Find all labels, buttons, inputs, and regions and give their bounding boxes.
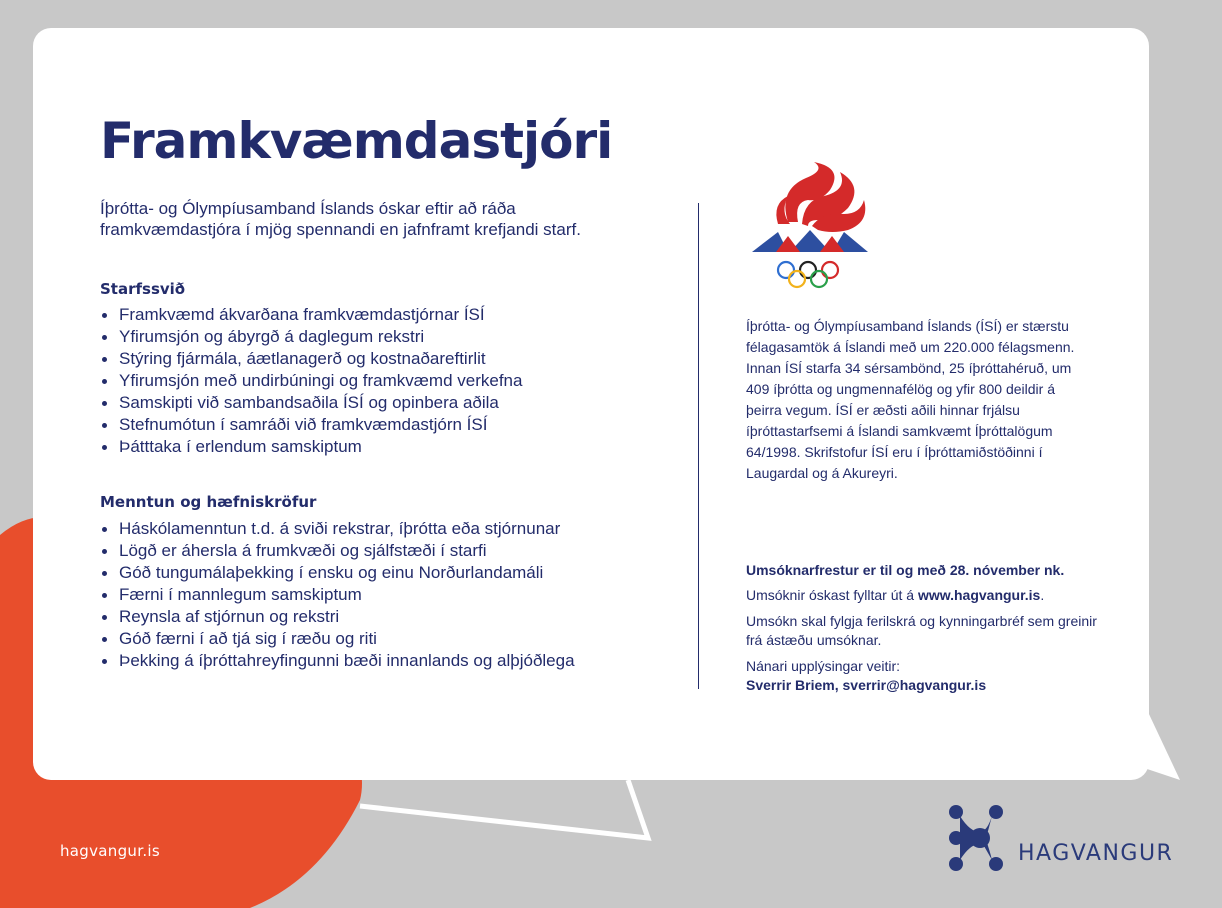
apply-online-text: Umsóknir óskast fylltar út á www.hagvangur.is. [746, 587, 1045, 603]
list-item: Þátttaka í erlendum samskiptum [100, 436, 660, 458]
qualifications-heading: Menntun og hæfniskröfur [100, 493, 317, 511]
list-item: Háskólamenntun t.d. á sviði rekstrar, íþrótta eða stjórnunar [100, 518, 660, 540]
list-item: Góð tungumálaþekking í ensku og einu Norðurlandamáli [100, 562, 660, 584]
footer-url[interactable]: hagvangur.is [60, 842, 160, 860]
list-item: Reynsla af stjórnun og rekstri [100, 606, 660, 628]
list-item: Færni í mannlegum samskiptum [100, 584, 660, 606]
list-item: Yfirumsjón og ábyrgð á daglegum rekstri [100, 326, 660, 348]
brand-name: HAGVANGUR [1018, 841, 1174, 866]
list-item: Stefnumótun í samráði við framkvæmdastjórn ÍSÍ [100, 414, 660, 436]
list-item: Yfirumsjón með undirbúningi og framkvæmd verkefna [100, 370, 660, 392]
white-frame-line [360, 780, 648, 838]
application-info [746, 561, 1116, 695]
application-deadline: Umsóknarfrestur er til og með 28. nóvember nk. [746, 562, 1065, 578]
hagvangur-network-icon [944, 802, 1010, 874]
list-item: Lögð er áhersla á frumkvæði og sjálfstæði í starfi [100, 540, 660, 562]
list-item: Framkvæmd ákvarðana framkvæmdastjórnar ÍSÍ [100, 304, 660, 326]
contact-name: Sverrir Briem, sverrir@hagvangur.is [746, 677, 987, 693]
list-item: Þekking á íþróttahreyfingunni bæði innanlands og alþjóðlega [100, 650, 660, 672]
apply-url-link[interactable]: www.hagvangur.is [917, 587, 1041, 603]
qualifications-list [100, 518, 660, 672]
organization-description: Íþrótta- og Ólympíusamband Íslands (ÍSÍ) er stærstu félagasamtök á Íslandi með um 220.000 félagsmenn. Innan ÍSÍ starfa 34 sérsambönd, 25 íþróttahéruð, um 409 íþrótta og ungmennafélög og yfir 800 deildir á þeirra vegum. ÍSÍ er æðsti aðili hinnar frjálsu íþróttastarfsemi á Íslandi samkvæmt Íþróttalögum 64/1998. Skrifstofur ÍSÍ eru í Íþróttamiðstöðinni í Laugardal og á Akureyri. [746, 318, 1075, 481]
responsibilities-list [100, 304, 660, 458]
contact-label: Nánari upplýsingar veitir: [746, 658, 901, 674]
responsibilities-heading: Starfssvið [100, 280, 186, 298]
intro-text: Íþrótta- og Ólympíusamband Íslands óskar eftir að ráða framkvæmdastjóra í mjög spennandi en jafnframt krefjandi starf. [100, 199, 581, 239]
list-item: Samskipti við sambandsaðila ÍSÍ og opinbera aðila [100, 392, 660, 414]
page-title: Framkvæmdastjóri [100, 112, 613, 170]
column-divider [698, 203, 699, 689]
isi-flame-olympic-rings-icon [748, 160, 872, 300]
list-item: Stýring fjármála, áætlanagerð og kostnaðareftirlit [100, 348, 660, 370]
attachments-text: Umsókn skal fylgja ferilskrá og kynningarbréf sem greinir frá ástæðu umsóknar. [746, 613, 1097, 648]
list-item: Góð færni í að tjá sig í ræðu og riti [100, 628, 660, 650]
